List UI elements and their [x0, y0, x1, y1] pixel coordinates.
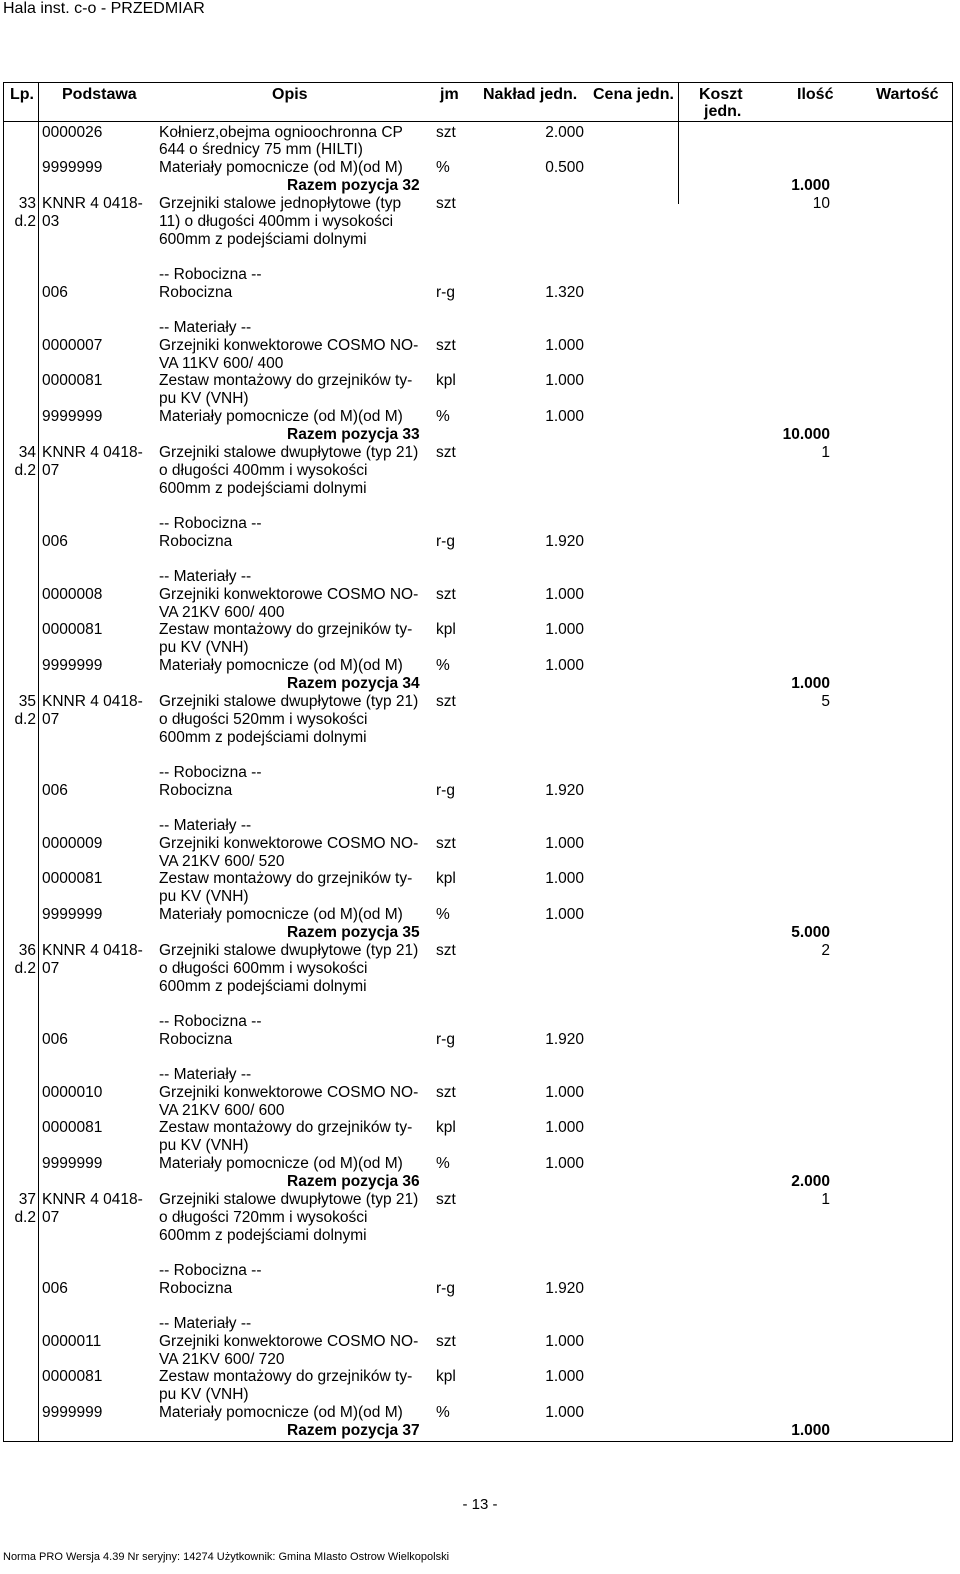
- row-code: 9999999: [42, 1155, 103, 1172]
- row-naklad: 1.920: [545, 1280, 584, 1297]
- row-description: 644 o średnicy 75 mm (HILTI): [159, 141, 363, 158]
- row-description: Zestaw montażowy do grzejników ty-: [159, 621, 413, 638]
- row-unit: szt: [436, 942, 456, 959]
- table-header: [3, 82, 953, 122]
- row-lp: d.2: [14, 213, 36, 230]
- row-ilosc: 5: [821, 693, 830, 710]
- row-naklad: 1.000: [545, 1404, 584, 1421]
- row-razem-label: Razem pozycja 32: [287, 177, 420, 194]
- row-podstawa: KNNR 4 0418-: [42, 693, 143, 710]
- row-description: -- Robocizna --: [159, 515, 262, 532]
- row-code: 006: [42, 1031, 68, 1048]
- row-unit: %: [436, 159, 450, 176]
- row-description: 600mm z podejściami dolnymi: [159, 729, 367, 746]
- row-description: -- Materiały --: [159, 319, 252, 336]
- row-ilosc: 1: [821, 444, 830, 461]
- row-description: Grzejniki konwektorowe COSMO NO-: [159, 337, 419, 354]
- row-description: VA 21KV 600/ 720: [159, 1351, 285, 1368]
- row-code: 9999999: [42, 906, 103, 923]
- row-code: 0000026: [42, 124, 103, 141]
- row-razem-label: Razem pozycja 35: [287, 924, 420, 941]
- row-description: pu KV (VNH): [159, 1137, 249, 1154]
- row-code: 0000081: [42, 621, 103, 638]
- row-description: -- Robocizna --: [159, 764, 262, 781]
- row-razem-value: 10.000: [782, 426, 830, 443]
- row-naklad: 1.000: [545, 1155, 584, 1172]
- row-unit: szt: [436, 1191, 456, 1208]
- row-code: 9999999: [42, 1404, 103, 1421]
- row-description: Kołnierz,obejma ognioochronna CP: [159, 124, 403, 141]
- row-description: pu KV (VNH): [159, 1386, 249, 1403]
- row-description: pu KV (VNH): [159, 390, 249, 407]
- row-podstawa: KNNR 4 0418-: [42, 1191, 143, 1208]
- header-koszt-jedn: jedn.: [704, 103, 742, 120]
- row-razem-value: 5.000: [791, 924, 830, 941]
- row-code: 9999999: [42, 159, 103, 176]
- estimate-table: [3, 82, 953, 1442]
- row-code: 006: [42, 533, 68, 550]
- row-naklad: 1.000: [545, 621, 584, 638]
- row-unit: kpl: [436, 372, 456, 389]
- row-description: Zestaw montażowy do grzejników ty-: [159, 1119, 413, 1136]
- row-description: Materiały pomocnicze (od M)(od M): [159, 408, 403, 425]
- header-cena: Cena jedn.: [593, 86, 674, 103]
- header-koszt: Koszt: [699, 86, 743, 103]
- row-unit: szt: [436, 195, 456, 212]
- row-naklad: 1.000: [545, 657, 584, 674]
- row-description: o długości 400mm i wysokości: [159, 462, 368, 479]
- row-description: Grzejniki konwektorowe COSMO NO-: [159, 1084, 419, 1101]
- row-description: Grzejniki konwektorowe COSMO NO-: [159, 835, 419, 852]
- row-ilosc: 1: [821, 1191, 830, 1208]
- row-description: VA 21KV 600/ 520: [159, 853, 285, 870]
- row-ilosc: 2: [821, 942, 830, 959]
- row-razem-label: Razem pozycja 33: [287, 426, 420, 443]
- row-naklad: 1.000: [545, 1084, 584, 1101]
- row-code: 006: [42, 284, 68, 301]
- row-unit: %: [436, 1155, 450, 1172]
- row-naklad: 1.000: [545, 1333, 584, 1350]
- row-razem-value: 1.000: [791, 1422, 830, 1439]
- row-lp: d.2: [14, 462, 36, 479]
- row-description: o długości 520mm i wysokości: [159, 711, 368, 728]
- row-naklad: 1.000: [545, 1368, 584, 1385]
- row-ilosc: 10: [812, 195, 830, 212]
- row-unit: r-g: [436, 533, 455, 550]
- row-naklad: 1.000: [545, 870, 584, 887]
- row-description: 600mm z podejściami dolnymi: [159, 231, 367, 248]
- row-description: 600mm z podejściami dolnymi: [159, 1227, 367, 1244]
- header-jm: jm: [440, 86, 459, 103]
- row-naklad: 1.920: [545, 1031, 584, 1048]
- row-unit: szt: [436, 124, 456, 141]
- row-description: Grzejniki stalowe dwupłytowe (typ 21): [159, 693, 419, 710]
- row-naklad: 1.920: [545, 533, 584, 550]
- row-unit: %: [436, 408, 450, 425]
- row-unit: r-g: [436, 1031, 455, 1048]
- header-lp: Lp.: [10, 86, 34, 103]
- row-code: 0000081: [42, 870, 103, 887]
- row-unit: r-g: [436, 782, 455, 799]
- header-ilosc: Ilość: [797, 86, 834, 103]
- row-code: 0000081: [42, 1368, 103, 1385]
- row-naklad: 1.000: [545, 337, 584, 354]
- row-naklad: 2.000: [545, 124, 584, 141]
- row-razem-label: Razem pozycja 36: [287, 1173, 420, 1190]
- row-lp: d.2: [14, 1209, 36, 1226]
- col-divider: [38, 82, 39, 1441]
- row-code: 0000007: [42, 337, 103, 354]
- row-podstawa: KNNR 4 0418-: [42, 195, 143, 212]
- row-naklad: 1.000: [545, 372, 584, 389]
- row-description: Grzejniki stalowe jednopłytowe (typ: [159, 195, 402, 212]
- row-description: 11) o długości 400mm i wysokości: [159, 213, 394, 230]
- row-description: Grzejniki stalowe dwupłytowe (typ 21): [159, 942, 419, 959]
- row-razem-value: 2.000: [791, 1173, 830, 1190]
- row-naklad: 1.320: [545, 284, 584, 301]
- row-naklad: 1.920: [545, 782, 584, 799]
- row-description: -- Robocizna --: [159, 266, 262, 283]
- row-description: Robocizna: [159, 284, 233, 301]
- row-description: pu KV (VNH): [159, 639, 249, 656]
- row-description: Materiały pomocnicze (od M)(od M): [159, 906, 403, 923]
- row-description: Materiały pomocnicze (od M)(od M): [159, 159, 403, 176]
- row-podstawa: 07: [42, 462, 60, 479]
- row-description: Grzejniki konwektorowe COSMO NO-: [159, 586, 419, 603]
- row-code: 9999999: [42, 657, 103, 674]
- row-podstawa: 07: [42, 960, 60, 977]
- row-lp: 35: [18, 693, 36, 710]
- row-unit: szt: [436, 444, 456, 461]
- row-podstawa: 07: [42, 711, 60, 728]
- row-description: Zestaw montażowy do grzejników ty-: [159, 870, 413, 887]
- row-podstawa: KNNR 4 0418-: [42, 444, 143, 461]
- row-naklad: 1.000: [545, 1119, 584, 1136]
- row-description: -- Materiały --: [159, 568, 252, 585]
- row-description: Materiały pomocnicze (od M)(od M): [159, 1404, 403, 1421]
- row-description: 600mm z podejściami dolnymi: [159, 480, 367, 497]
- row-naklad: 1.000: [545, 835, 584, 852]
- row-code: 0000081: [42, 1119, 103, 1136]
- row-description: -- Materiały --: [159, 817, 252, 834]
- row-description: -- Materiały --: [159, 1066, 252, 1083]
- row-description: Robocizna: [159, 1031, 233, 1048]
- row-razem-value: 1.000: [791, 177, 830, 194]
- row-code: 0000009: [42, 835, 103, 852]
- footer-info: Norma PRO Wersja 4.39 Nr seryjny: 14274 Użytkownik: Gmina MIasto Ostrow Wielkopolski: [3, 1551, 450, 1563]
- row-description: Grzejniki stalowe dwupłytowe (typ 21): [159, 444, 419, 461]
- row-code: 0000008: [42, 586, 103, 603]
- row-unit: r-g: [436, 1280, 455, 1297]
- row-description: Zestaw montażowy do grzejników ty-: [159, 372, 413, 389]
- row-unit: szt: [436, 1084, 456, 1101]
- row-unit: szt: [436, 693, 456, 710]
- row-description: VA 11KV 600/ 400: [159, 355, 284, 372]
- row-description: Grzejniki stalowe dwupłytowe (typ 21): [159, 1191, 419, 1208]
- row-lp: 33: [18, 195, 36, 212]
- header-podstawa: Podstawa: [62, 86, 137, 103]
- row-description: Robocizna: [159, 533, 233, 550]
- header-wartosc: Wartość: [876, 86, 939, 103]
- row-code: 0000010: [42, 1084, 103, 1101]
- row-unit: %: [436, 657, 450, 674]
- row-unit: kpl: [436, 1119, 456, 1136]
- row-podstawa: 03: [42, 213, 60, 230]
- row-naklad: 0.500: [545, 159, 584, 176]
- row-razem-value: 1.000: [791, 675, 830, 692]
- row-naklad: 1.000: [545, 906, 584, 923]
- row-lp: 34: [18, 444, 36, 461]
- row-description: Zestaw montażowy do grzejników ty-: [159, 1368, 413, 1385]
- row-code: 9999999: [42, 408, 103, 425]
- row-description: o długości 600mm i wysokości: [159, 960, 368, 977]
- row-unit: szt: [436, 586, 456, 603]
- row-description: o długości 720mm i wysokości: [159, 1209, 368, 1226]
- row-lp: d.2: [14, 711, 36, 728]
- row-unit: szt: [436, 835, 456, 852]
- row-description: VA 21KV 600/ 600: [159, 1102, 285, 1119]
- row-description: Grzejniki konwektorowe COSMO NO-: [159, 1333, 419, 1350]
- row-code: 006: [42, 1280, 68, 1297]
- row-code: 006: [42, 782, 68, 799]
- row-description: VA 21KV 600/ 400: [159, 604, 285, 621]
- row-unit: %: [436, 1404, 450, 1421]
- col-divider: [678, 82, 679, 122]
- row-unit: szt: [436, 337, 456, 354]
- row-description: pu KV (VNH): [159, 888, 249, 905]
- row-description: Materiały pomocnicze (od M)(od M): [159, 657, 403, 674]
- row-description: Robocizna: [159, 1280, 233, 1297]
- row-description: -- Robocizna --: [159, 1013, 262, 1030]
- row-description: Robocizna: [159, 782, 233, 799]
- row-code: 0000081: [42, 372, 103, 389]
- row-unit: r-g: [436, 284, 455, 301]
- row-code: 0000011: [42, 1333, 102, 1350]
- row-naklad: 1.000: [545, 408, 584, 425]
- row-razem-label: Razem pozycja 37: [287, 1422, 420, 1439]
- row-unit: %: [436, 906, 450, 923]
- row-unit: kpl: [436, 870, 456, 887]
- row-naklad: 1.000: [545, 586, 584, 603]
- row-lp: d.2: [14, 960, 36, 977]
- row-description: 600mm z podejściami dolnymi: [159, 978, 367, 995]
- header-naklad: Nakład jedn.: [483, 86, 578, 103]
- row-podstawa: KNNR 4 0418-: [42, 942, 143, 959]
- page-number: - 13 -: [462, 1496, 498, 1513]
- row-description: -- Robocizna --: [159, 1262, 262, 1279]
- row-unit: kpl: [436, 621, 456, 638]
- header-opis: Opis: [272, 86, 308, 103]
- document-title: Hala inst. c-o - PRZEDMIAR: [3, 0, 205, 17]
- row-description: -- Materiały --: [159, 1315, 252, 1332]
- row-unit: kpl: [436, 1368, 456, 1385]
- row-podstawa: 07: [42, 1209, 60, 1226]
- row-lp: 37: [18, 1191, 36, 1208]
- row-description: Materiały pomocnicze (od M)(od M): [159, 1155, 403, 1172]
- row-unit: szt: [436, 1333, 456, 1350]
- row-razem-label: Razem pozycja 34: [287, 675, 420, 692]
- row-lp: 36: [18, 942, 36, 959]
